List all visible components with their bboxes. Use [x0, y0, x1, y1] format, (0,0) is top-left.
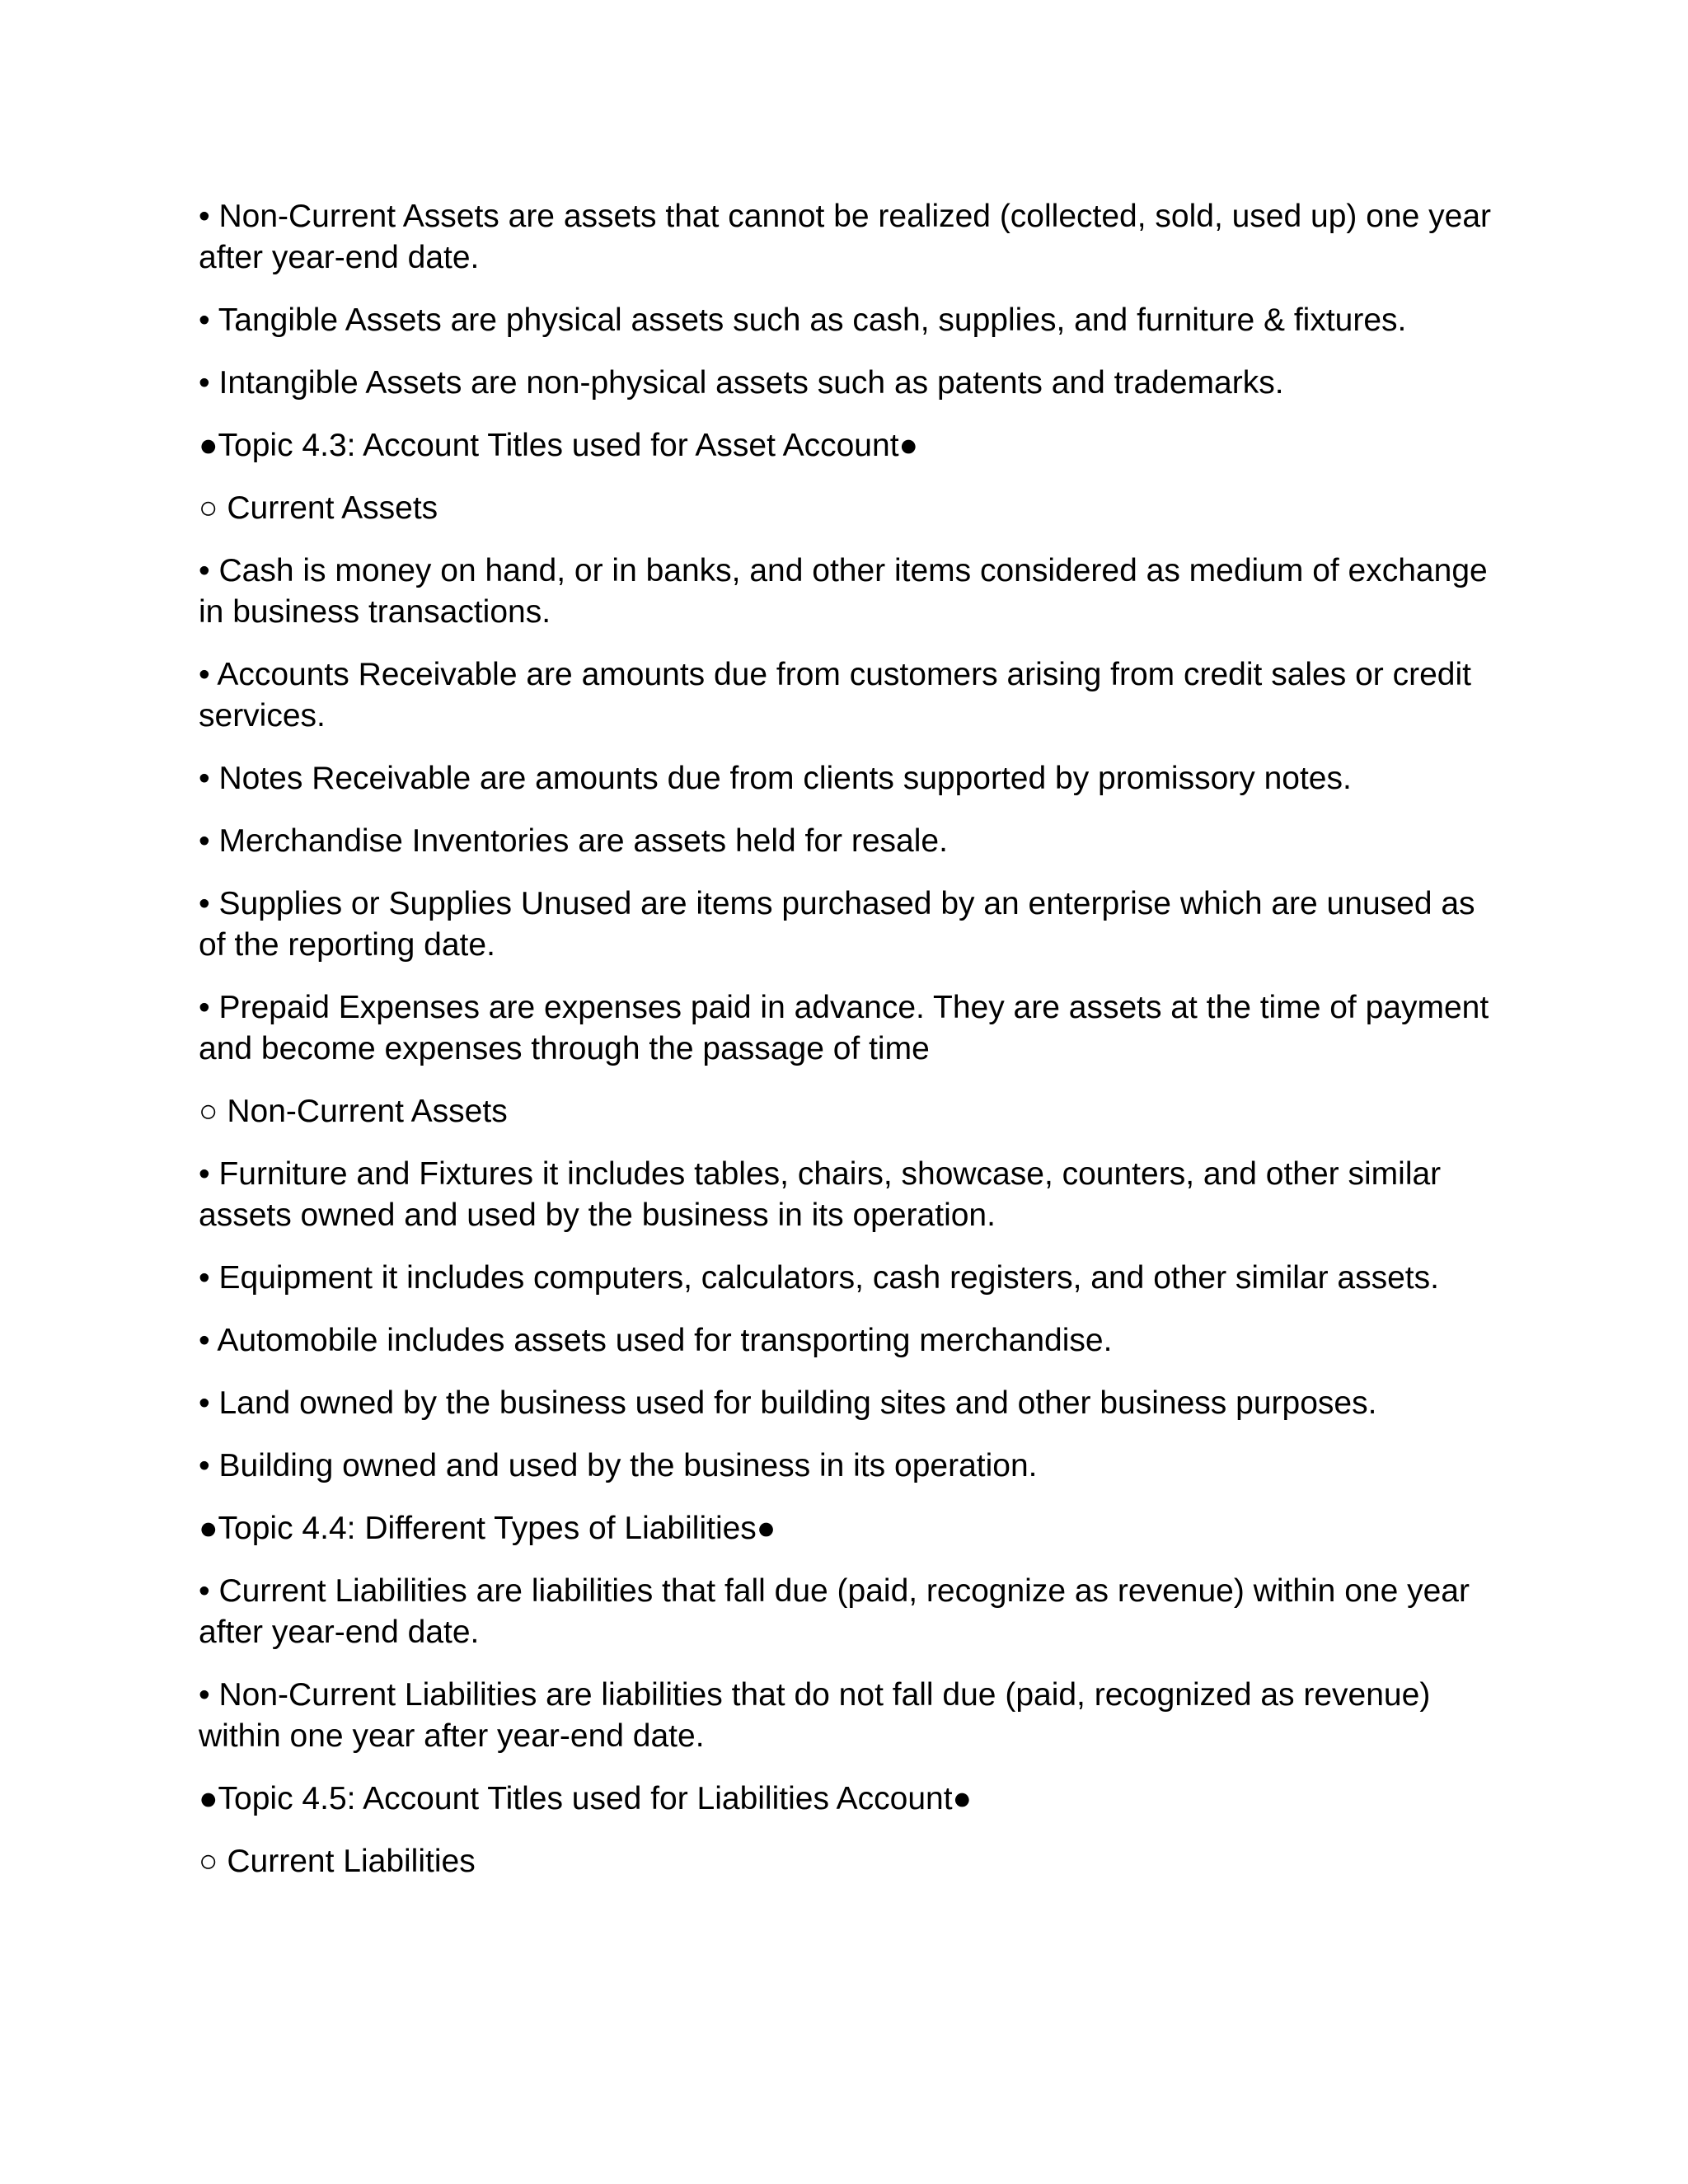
bullet-furniture-fixtures: • Furniture and Fixtures it includes tables, chairs, showcase, counters, and other similar assets owned and used by the business in its operation. — [199, 1156, 1442, 1233]
bullet-prepaid-expenses: • Prepaid Expenses are expenses paid in advance. They are assets at the time of payment and become expenses through the passage of time — [199, 990, 1489, 1066]
bullet-building: • Building owned and used by the business in its operation. — [199, 1448, 1038, 1483]
bullet-tangible-assets: • Tangible Assets are physical assets such as cash, supplies, and furniture & fixtures. — [199, 302, 1407, 338]
subheading-non-current-assets: ○ Non-Current Assets — [199, 1094, 508, 1129]
topic-heading-4-5: ●Topic 4.5: Account Titles used for Liabilities Account● — [199, 1781, 973, 1816]
bullet-land: • Land owned by the business used for building sites and other business purposes. — [199, 1385, 1377, 1421]
bullet-current-liabilities: • Current Liabilities are liabilities that fall due (paid, recognize as revenue) within one year after year-end date. — [199, 1573, 1470, 1650]
bullet-accounts-receivable: • Accounts Receivable are amounts due from customers arising from credit sales or credit services. — [199, 657, 1471, 733]
bullet-non-current-liabilities: • Non-Current Liabilities are liabilities that do not fall due (paid, recognized as revenue) within one year after year-end date. — [199, 1677, 1431, 1754]
topic-heading-4-3: ●Topic 4.3: Account Titles used for Asset Account● — [199, 428, 919, 463]
document-body — [199, 196, 1501, 1904]
topic-heading-4-4: ●Topic 4.4: Different Types of Liabilities● — [199, 1511, 776, 1546]
bullet-intangible-assets: • Intangible Assets are non-physical assets such as patents and trademarks. — [199, 365, 1284, 401]
bullet-notes-receivable: • Notes Receivable are amounts due from clients supported by promissory notes. — [199, 761, 1352, 796]
bullet-merchandise-inventories: • Merchandise Inventories are assets held for resale. — [199, 823, 948, 859]
subheading-current-assets: ○ Current Assets — [199, 490, 438, 526]
bullet-automobile: • Automobile includes assets used for transporting merchandise. — [199, 1323, 1113, 1358]
bullet-equipment: • Equipment it includes computers, calculators, cash registers, and other similar assets. — [199, 1260, 1439, 1296]
bullet-cash: • Cash is money on hand, or in banks, and other items considered as medium of exchange in business transactions. — [199, 553, 1488, 630]
bullet-supplies: • Supplies or Supplies Unused are items purchased by an enterprise which are unused as of the reporting date. — [199, 886, 1475, 963]
bullet-non-current-assets: • Non-Current Assets are assets that cannot be realized (collected, sold, used up) one year after year-end date. — [199, 199, 1491, 275]
subheading-current-liabilities: ○ Current Liabilities — [199, 1844, 476, 1879]
